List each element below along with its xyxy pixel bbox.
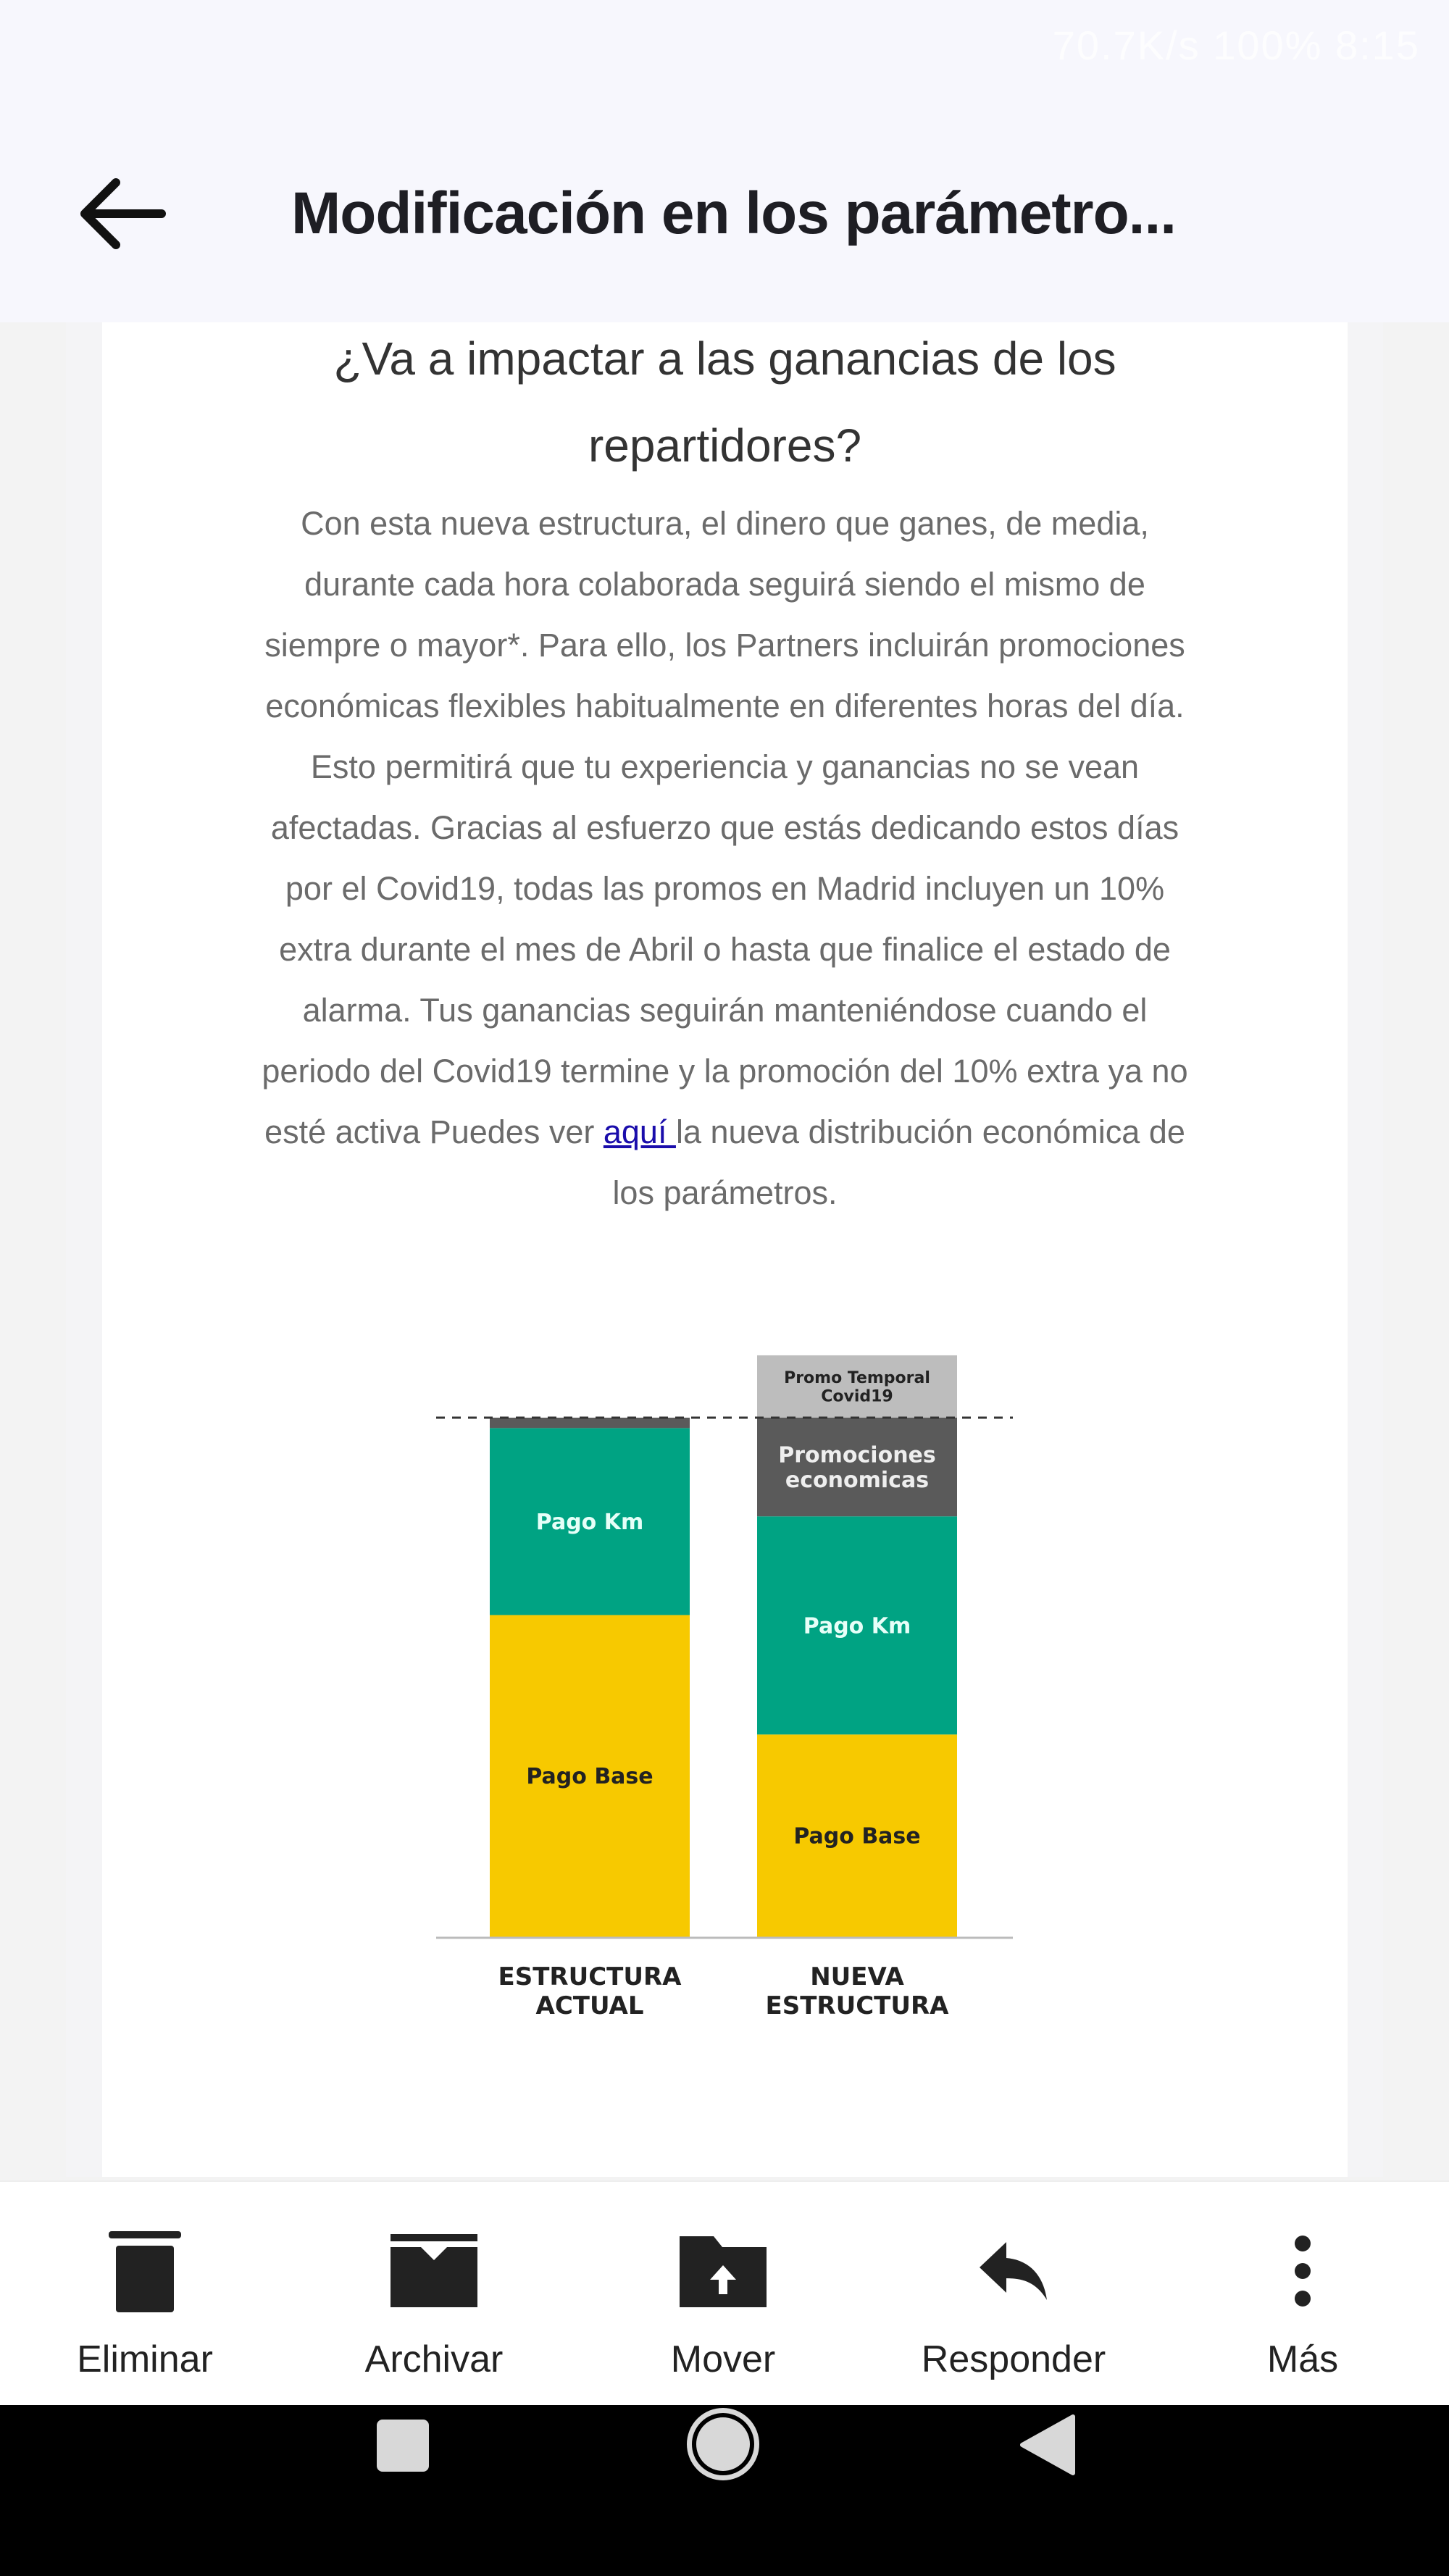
more-label: Más (1266, 2338, 1339, 2380)
trash-icon (105, 2228, 185, 2314)
section-heading: ¿Va a impactar a las ganancias de los (333, 333, 1116, 385)
page-title: Modificación en los parámetro... (291, 180, 1177, 246)
paragraph-line: periodo del Covid19 termine y la promoción del 10% extra ya no (262, 1053, 1188, 1090)
back-triangle-icon[interactable] (1018, 2414, 1076, 2476)
status-bar: 70.7K/s 100% 8:15 (1052, 22, 1420, 68)
bottom-toolbar (0, 2180, 1449, 2405)
home-circle-icon (696, 2417, 750, 2471)
segment-label: Pago Base (793, 1823, 921, 1849)
move-folder-icon (677, 2233, 769, 2309)
archive-label: Archivar (364, 2338, 504, 2380)
system-nav-bar (0, 2405, 1449, 2576)
delete-button[interactable] (36, 2225, 254, 2381)
earnings-structure-chart (420, 1340, 1029, 2028)
paragraph-line: Con esta nueva estructura, el dinero que ganes, de media, (301, 505, 1149, 542)
move-label: Mover (670, 2338, 776, 2380)
paragraph-line: afectadas. Gracias al esfuerzo que estás dedicando estos días (270, 809, 1179, 846)
category-label: ACTUAL (535, 1991, 644, 2020)
category-label: NUEVA (810, 1962, 904, 1991)
paragraph-line: alarma. Tus ganancias seguirán manteniéndose cuando el (302, 992, 1148, 1029)
segment-label: Pago Base (526, 1764, 653, 1790)
text: esté activa Puedes ver (264, 1113, 604, 1150)
segment-label: Pago Km (535, 1509, 644, 1535)
category-label: ESTRUCTURA (498, 1962, 682, 1991)
recents-button[interactable] (377, 2420, 429, 2472)
arrow-left-icon (76, 174, 170, 254)
segment-label: Promo Temporal (784, 1369, 930, 1388)
paragraph-line: siempre o mayor*. Para ello, los Partners incluirán promociones (264, 627, 1185, 664)
text: la nueva distribución económica de (675, 1113, 1185, 1150)
aqui-link[interactable]: aquí (603, 1113, 676, 1150)
archive-button[interactable] (325, 2225, 543, 2381)
bar-segment-promociones-economicas (490, 1418, 690, 1428)
reply-label: Responder (921, 2338, 1106, 2380)
reply-icon (977, 2238, 1050, 2304)
section-heading: repartidores? (588, 419, 862, 472)
paragraph-line: extra durante el mes de Abril o hasta que finalice el estado de (279, 931, 1171, 968)
reply-button[interactable] (905, 2225, 1122, 2381)
paragraph-line (102, 1113, 1348, 1151)
segment-label: Promociones (778, 1442, 936, 1468)
more-vertical-icon (1292, 2235, 1314, 2307)
segment-label: Covid19 (821, 1387, 893, 1406)
paragraph-line: los parámetros. (612, 1174, 838, 1211)
segment-label: Pago Km (803, 1613, 911, 1639)
archive-icon (388, 2233, 480, 2309)
app-header (0, 0, 1449, 322)
more-button[interactable] (1194, 2225, 1411, 2381)
move-button[interactable] (614, 2225, 832, 2381)
home-button[interactable] (687, 2408, 759, 2480)
paragraph-line: Esto permitirá que tu experiencia y ganancias no se vean (310, 748, 1140, 785)
category-label: ESTRUCTURA (765, 1991, 949, 2020)
paragraph-line: durante cada hora colaborada seguirá siendo el mismo de (304, 566, 1145, 603)
back-button[interactable] (76, 174, 170, 254)
delete-label: Eliminar (77, 2338, 213, 2380)
paragraph-line: por el Covid19, todas las promos en Madrid incluyen un 10% (285, 870, 1165, 907)
segment-label: economicas (785, 1467, 930, 1493)
paragraph-line: económicas flexibles habitualmente en diferentes horas del día. (265, 687, 1185, 724)
